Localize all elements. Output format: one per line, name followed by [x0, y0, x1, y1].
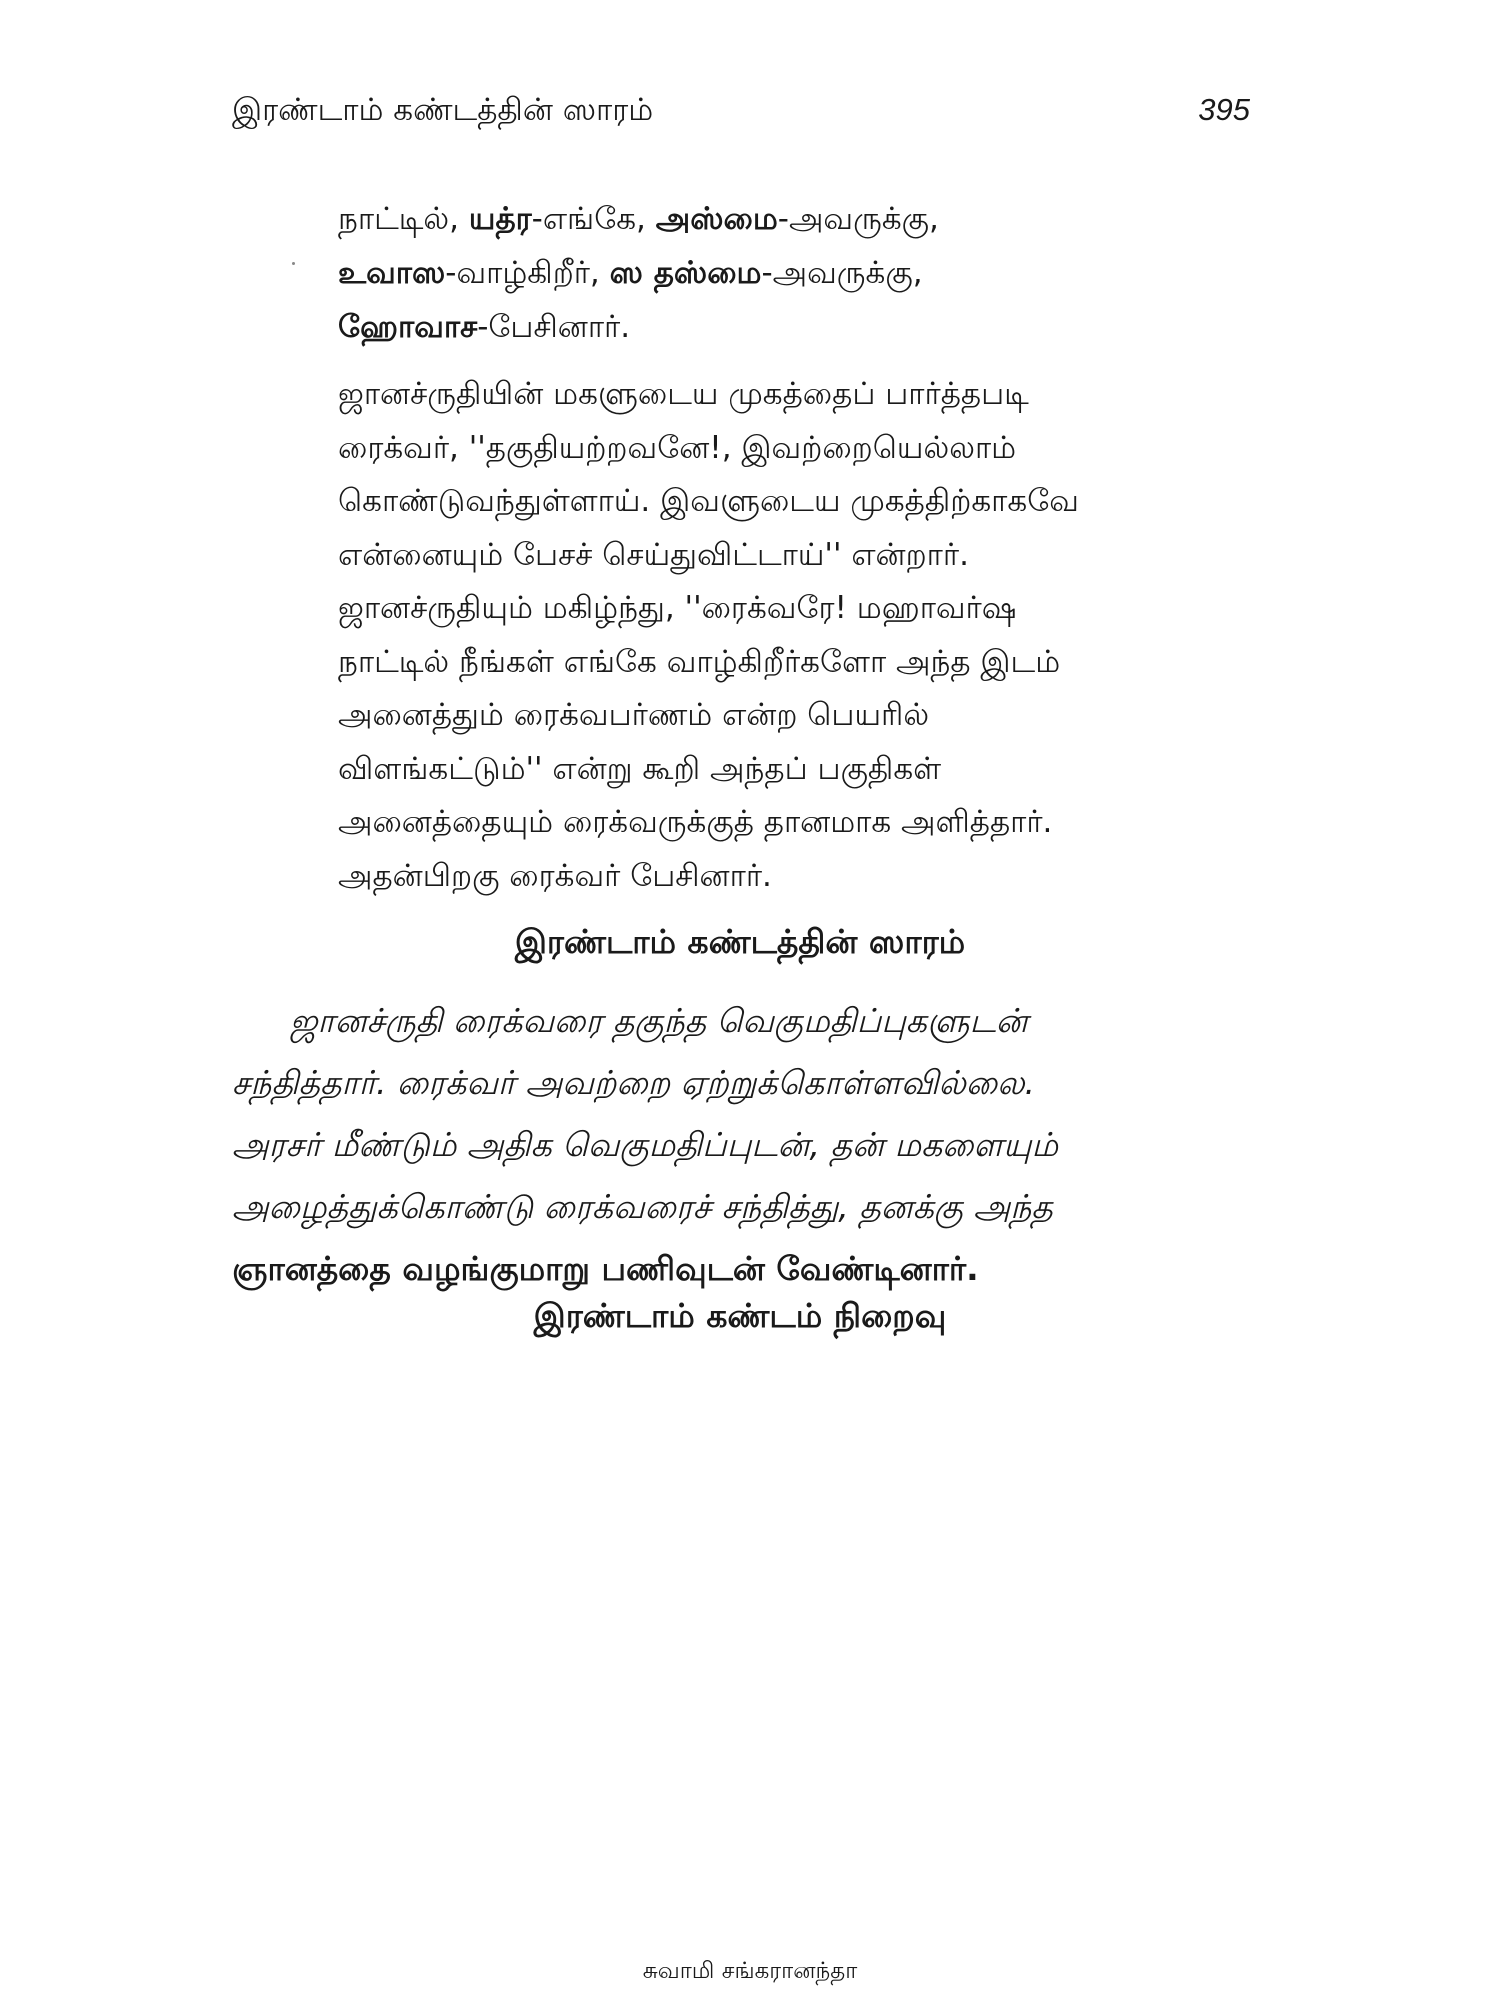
text-line: அதன்பிறகு ரைக்வர் பேசினார். [338, 857, 772, 894]
text-line: ஞானத்தை வழங்குமாறு பணிவுடன் வேண்டினார். [232, 1249, 979, 1288]
sanskrit-term: உவாஸ [338, 255, 446, 291]
sanskrit-term: ஸ தஸ்மை [609, 255, 762, 291]
text-line: ஜானச்ருதி ரைக்வரை தகுந்த வெகுமதிப்புகளுடன் [290, 1001, 1028, 1040]
verse-gloss [338, 192, 1218, 354]
page-header [232, 92, 1250, 142]
summary-paragraph [232, 990, 1250, 1300]
text-line: அரசர் மீண்டும் அதிக வெகுமதிப்புடன், தன் மகளையும் [232, 1125, 1059, 1164]
verse-text: -எங்கே, [531, 201, 656, 237]
verse-line [338, 192, 1218, 246]
text-line: ஜானச்ருதியின் மகளுடைய முகத்தைப் பார்த்தபடி [338, 376, 1029, 412]
text-line: ரைக்வர், ''தகுதியற்றவனே!, இவற்றையெல்லாம் [338, 429, 1017, 466]
text-line: அழைத்துக்கொண்டு ரைக்வரைச் சந்தித்து, தனக்கு அந்த [232, 1187, 1053, 1226]
verse-text: -வாழ்கிறீர், [445, 255, 610, 291]
text-line: ஜானச்ருதியும் மகிழ்ந்து, ''ரைக்வரே! மஹாவர்ஷ [338, 590, 1017, 626]
end-heading: இரண்டாம் கண்டம் நிறைவு [533, 1296, 947, 1335]
summary-heading: இரண்டாம் கண்டத்தின் ஸாரம் [514, 922, 966, 961]
sanskrit-term: ஹோவாச [338, 309, 478, 345]
verse-text: நாட்டில், [338, 201, 469, 237]
verse-text: -அவருக்கு, [761, 255, 923, 291]
sanskrit-term: அஸ்மை [655, 201, 778, 237]
page-footer-author: சுவாமி சங்கரானந்தா [642, 1958, 858, 1984]
verse-text: -அவருக்கு, [777, 201, 939, 237]
sanskrit-term: யத்ர [468, 201, 532, 237]
verse-line [338, 246, 1218, 300]
text-line: அனைத்தும் ரைக்வபர்ணம் என்ற பெயரில் [338, 697, 930, 733]
text-line: கொண்டுவந்துள்ளாய். இவளுடைய முகத்திற்காகவே [338, 483, 1079, 519]
text-line: விளங்கட்டும்'' என்று கூறி அந்தப் பகுதிகள் [338, 750, 942, 787]
text-line: நாட்டில் நீங்கள் எங்கே வாழ்கிறீர்களோ அந்த இடம் [338, 643, 1061, 680]
print-speck [292, 262, 295, 265]
text-line: சந்தித்தார். ரைக்வர் அவற்றை ஏற்றுக்கொள்ளவில்லை. [232, 1063, 1036, 1102]
verse-text: -பேசினார். [477, 309, 631, 345]
page-number: 395 [1198, 92, 1250, 127]
text-line: அனைத்தையும் ரைக்வருக்குத் தானமாக அளித்தார். [338, 804, 1053, 840]
text-line: என்னையும் பேசச் செய்துவிட்டாய்'' என்றார். [338, 536, 969, 573]
verse-line [338, 300, 1218, 354]
running-head: இரண்டாம் கண்டத்தின் ஸாரம் [232, 92, 654, 128]
explanation-paragraph [338, 368, 1218, 903]
